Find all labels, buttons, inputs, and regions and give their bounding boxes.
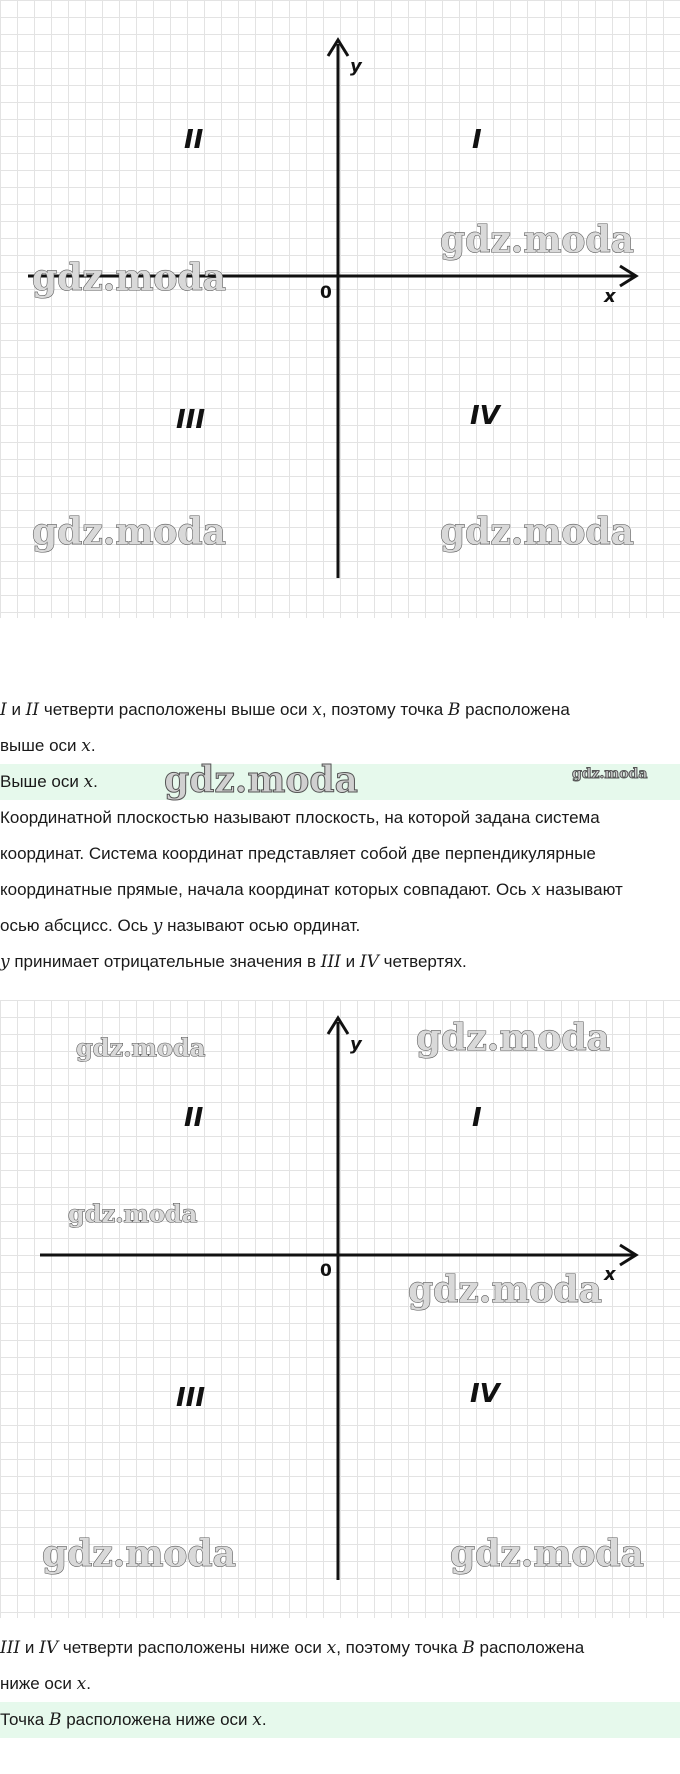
watermark: gdz.moda (164, 759, 358, 801)
watermark: gdz.moda (408, 1269, 602, 1311)
y-axis-label: y (350, 1034, 362, 1055)
answer-box-2: Точка B расположена ниже оси x. (0, 1702, 680, 1738)
watermark: gdz.moda (416, 1017, 610, 1059)
watermark: gdz.moda (76, 1033, 206, 1062)
watermark: gdz.moda (32, 257, 226, 299)
paragraph-upper-quadrants: I и II четверти расположены выше оси x, поэтому точка B расположена (0, 700, 570, 720)
quadrant-II-label: II (184, 125, 204, 155)
answer-box-1: Выше оси x. gdz.moda gdz.moda (0, 764, 680, 800)
watermark: gdz.moda (42, 1533, 236, 1575)
paragraph-lower-quadrants-cont: ниже оси x. (0, 1674, 91, 1694)
quadrant-IV-label: IV (470, 1379, 500, 1409)
coordinate-plane-figure-2 (0, 1000, 680, 1618)
paragraph-lower-quadrants: III и IV четверти расположены ниже оси x, поэтому точка B расположена (0, 1638, 585, 1658)
x-axis-label: x (604, 286, 616, 307)
watermark: gdz.moda (450, 1533, 644, 1575)
definition-line-3: координатные прямые, начала координат которых совпадают. Ось x называют (0, 880, 623, 900)
quadrant-I-label: I (472, 1103, 482, 1133)
watermark: gdz.moda (440, 219, 634, 261)
y-axis-label: y (350, 56, 362, 77)
solution-text-1 (0, 692, 680, 980)
x-axis-label: x (604, 1264, 616, 1285)
watermark: gdz.moda (68, 1199, 198, 1228)
origin-label: 0 (320, 283, 332, 303)
watermark: gdz.moda (32, 511, 226, 553)
quadrant-III-label: III (176, 1383, 206, 1413)
quadrant-II-label: II (184, 1103, 204, 1133)
negative-y-line: y принимает отрицательные значения в III и IV четвертях. (0, 952, 467, 972)
quadrant-III-label: III (176, 405, 206, 435)
paragraph-upper-quadrants-cont: выше оси x. (0, 736, 96, 756)
quadrant-IV-label: IV (470, 401, 500, 431)
coordinate-plane-figure-1 (0, 0, 680, 618)
definition-line-1: Координатной плоскостью называют плоскость, на которой задана система (0, 808, 600, 827)
solution-text-2 (0, 1630, 680, 1738)
origin-label: 0 (320, 1261, 332, 1281)
watermark: gdz.moda (572, 766, 648, 782)
watermark: gdz.moda (440, 511, 634, 553)
quadrant-I-label: I (472, 125, 482, 155)
definition-line-2: координат. Система координат представляет собой две перпендикулярные (0, 844, 596, 863)
definition-line-4: осью абсцисс. Ось y называют осью ординат. (0, 916, 361, 936)
